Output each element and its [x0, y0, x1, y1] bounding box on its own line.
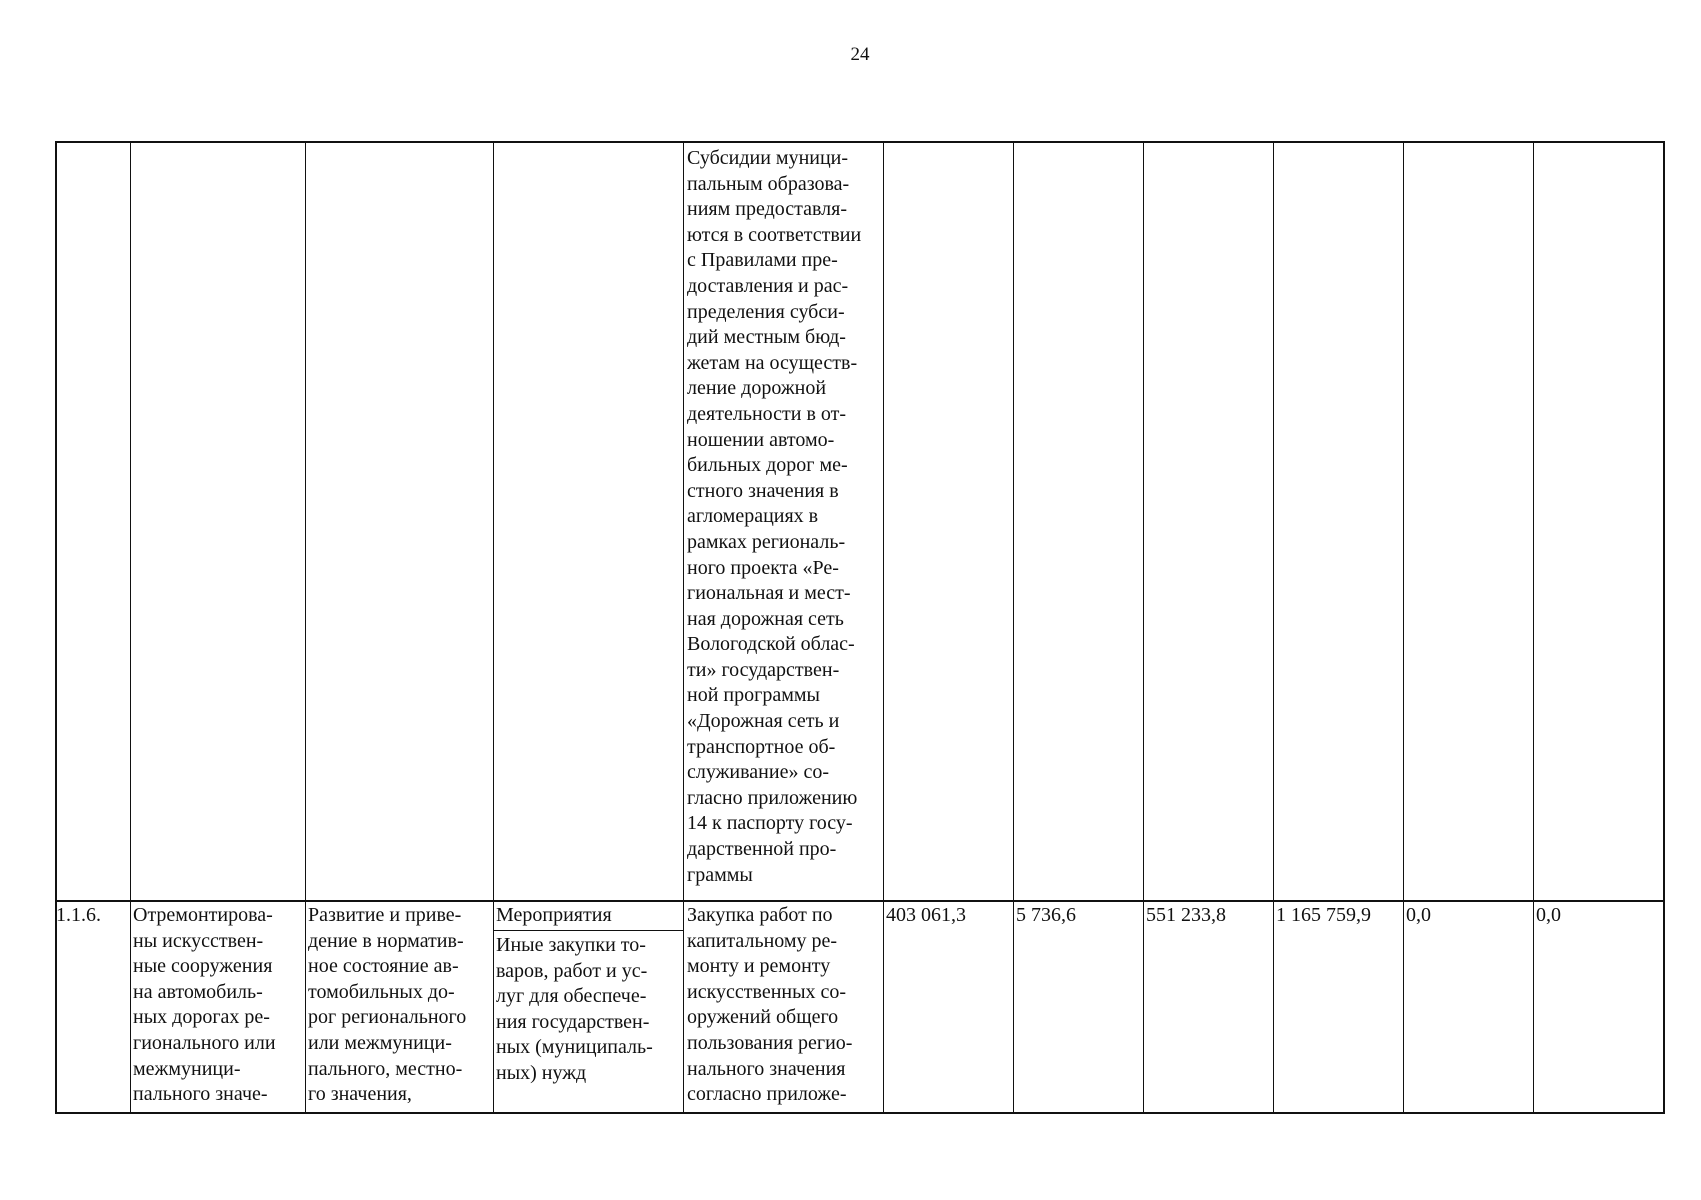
text-line: транспортное об- [687, 735, 836, 758]
result-cell [133, 903, 304, 1108]
text-line: граммы [687, 863, 753, 886]
text-line: служивание» со- [687, 761, 829, 784]
text-line: ти» государствен- [687, 658, 840, 681]
text-line: ная дорожная сеть [687, 607, 844, 630]
text-line: Закупка работ по [687, 904, 833, 926]
text-line: ются в соответствии [687, 223, 862, 246]
column-border [683, 141, 684, 1114]
text-line: или межмуници- [308, 1031, 452, 1054]
text-line: деятельности в от- [687, 402, 847, 425]
subsidy-note-cell [687, 146, 881, 888]
page-number: 24 [850, 44, 870, 65]
text-line: ниям предоставля- [687, 198, 848, 221]
budget-table [55, 141, 1665, 1114]
text-line: ных дорогах ре- [133, 1006, 270, 1029]
text-line: 14 к паспорту госу- [687, 812, 853, 835]
text-line: ление дорожной [687, 377, 827, 400]
type-cell-divider [493, 930, 683, 931]
column-border [1273, 141, 1274, 1114]
column-border [1403, 141, 1404, 1114]
text-line: капитальному ре- [687, 929, 838, 952]
expense-type-cell [496, 933, 682, 1087]
text-line: томобильных до- [308, 980, 455, 1003]
text-line: ных) нужд [496, 1061, 587, 1084]
value-cell: 1 165 759,9 [1276, 904, 1371, 926]
text-line: варов, работ и ус- [496, 959, 648, 982]
text-line: оружений общего [687, 1006, 839, 1029]
column-border [1533, 141, 1534, 1114]
text-line: рамках региональ- [687, 530, 846, 553]
text-line: дение в норматив- [308, 929, 464, 952]
column-border [1663, 141, 1665, 1114]
text-line: гионального или [133, 1031, 276, 1054]
text-line: ные сооружения [133, 955, 273, 978]
activity-type-label: Мероприятия [496, 904, 612, 926]
text-line: монту и ремонту [687, 955, 831, 978]
text-line: Иные закупки то- [496, 934, 646, 956]
text-line: бильных дорог ме- [687, 454, 848, 477]
description-cell [687, 903, 881, 1108]
text-line: Развитие и приве- [308, 904, 462, 926]
text-line: нального значения [687, 1057, 846, 1080]
text-line: рог регионального [308, 1006, 467, 1029]
text-line: жетам на осуществ- [687, 351, 858, 374]
text-line: пользования регио- [687, 1031, 853, 1054]
text-line: на автомобиль- [133, 980, 263, 1003]
column-border [493, 141, 494, 1114]
column-border [1143, 141, 1144, 1114]
text-line: «Дорожная сеть и [687, 710, 840, 733]
value-cell: 0,0 [1536, 904, 1561, 926]
text-line: ношении автомо- [687, 428, 835, 451]
text-line: с Правилами пре- [687, 249, 838, 272]
text-line: гласно приложению [687, 786, 858, 809]
text-line: дарственной про- [687, 838, 837, 861]
text-line: ния государствен- [496, 1010, 650, 1033]
text-line: гиональная и мест- [687, 582, 851, 605]
text-line: ной программы [687, 684, 820, 707]
task-cell [308, 903, 492, 1108]
text-line: согласно приложе- [687, 1083, 847, 1106]
text-line: дий местным бюд- [687, 326, 846, 349]
text-line: стного значения в [687, 479, 839, 502]
row-divider [55, 900, 1665, 902]
text-line: искусственных со- [687, 980, 847, 1003]
value-cell: 0,0 [1406, 904, 1431, 926]
table-bottom-border [55, 1112, 1665, 1114]
text-line: ных (муниципаль- [496, 1036, 653, 1059]
text-line: луг для обеспече- [496, 985, 647, 1008]
text-line: пального, местно- [308, 1057, 463, 1080]
table-top-border [55, 141, 1665, 143]
column-border [305, 141, 306, 1114]
text-line: го значения, [308, 1083, 412, 1106]
text-line: Вологодской облас- [687, 633, 855, 656]
column-border [883, 141, 884, 1114]
text-line: агломерациях в [687, 505, 819, 528]
column-border [1013, 141, 1014, 1114]
text-line: Субсидии муници- [687, 147, 849, 169]
value-cell: 5 736,6 [1016, 904, 1076, 926]
value-cell: 403 061,3 [886, 904, 966, 926]
value-cell: 551 233,8 [1146, 904, 1226, 926]
column-border [55, 141, 57, 1114]
text-line: ны искусствен- [133, 929, 264, 952]
text-line: ное состояние ав- [308, 955, 459, 978]
text-line: пального значе- [133, 1083, 268, 1106]
text-line: пределения субси- [687, 300, 845, 323]
column-border [130, 141, 131, 1114]
text-line: доставления и рас- [687, 274, 849, 297]
text-line: ного проекта «Ре- [687, 556, 839, 579]
row-number: 1.1.6. [56, 904, 101, 926]
text-line: Отремонтирова- [133, 904, 273, 926]
text-line: пальным образова- [687, 172, 850, 195]
text-line: межмуници- [133, 1057, 241, 1080]
